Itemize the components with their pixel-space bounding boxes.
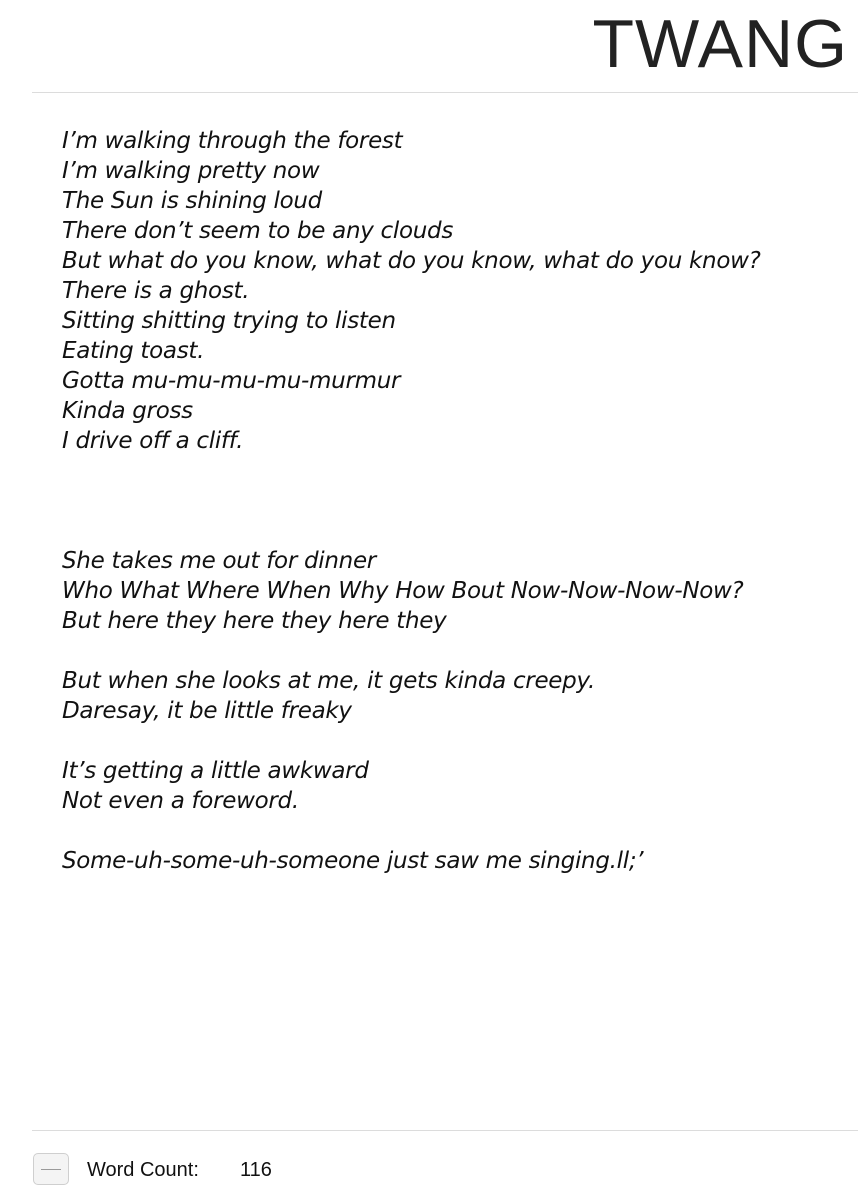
poem-line: I’m walking pretty now [62, 158, 320, 184]
poem-line: Not even a foreword. [62, 788, 299, 814]
poem-line: Gotta mu-mu-mu-mu-murmur [62, 368, 401, 394]
word-count-label: Word Count: [87, 1159, 199, 1181]
poem-line: I drive off a cliff. [62, 428, 244, 454]
blank-line [62, 816, 842, 846]
minus-icon [41, 1169, 61, 1170]
document-body[interactable] [62, 126, 842, 876]
poem-line: Some-uh-some-uh-someone just saw me singing.ll;’ [62, 848, 644, 874]
poem-line: The Sun is shining loud [62, 188, 322, 214]
blank-line [62, 456, 842, 486]
poem-line: There is a ghost. [62, 278, 250, 304]
word-count-value: 116 [240, 1159, 272, 1181]
poem-line: It’s getting a little awkward [62, 758, 369, 784]
blank-line [62, 726, 842, 756]
document-title: TWANG [592, 6, 848, 82]
blank-line [62, 516, 842, 546]
poem-line: Kinda gross [62, 398, 193, 424]
header-divider [32, 92, 858, 93]
poem-line: But what do you know, what do you know, what do you know? [62, 248, 761, 274]
blank-line [62, 636, 842, 666]
poem-line: Who What Where When Why How Bout Now-Now-Now-Now? [62, 578, 744, 604]
poem-line: Sitting shitting trying to listen [62, 308, 396, 334]
poem-line: Eating toast. [62, 338, 205, 364]
poem-line: I’m walking through the forest [62, 128, 403, 154]
poem-line: But when she looks at me, it gets kinda creepy. [62, 668, 595, 694]
poem-line: There don’t seem to be any clouds [62, 218, 454, 244]
poem-line: She takes me out for dinner [62, 548, 376, 574]
blank-line [62, 486, 842, 516]
poem-line: Daresay, it be little freaky [62, 698, 352, 724]
poem-line: But here they here they here they [62, 608, 447, 634]
footer-toggle-button[interactable] [33, 1153, 69, 1185]
footer-divider [32, 1130, 858, 1131]
